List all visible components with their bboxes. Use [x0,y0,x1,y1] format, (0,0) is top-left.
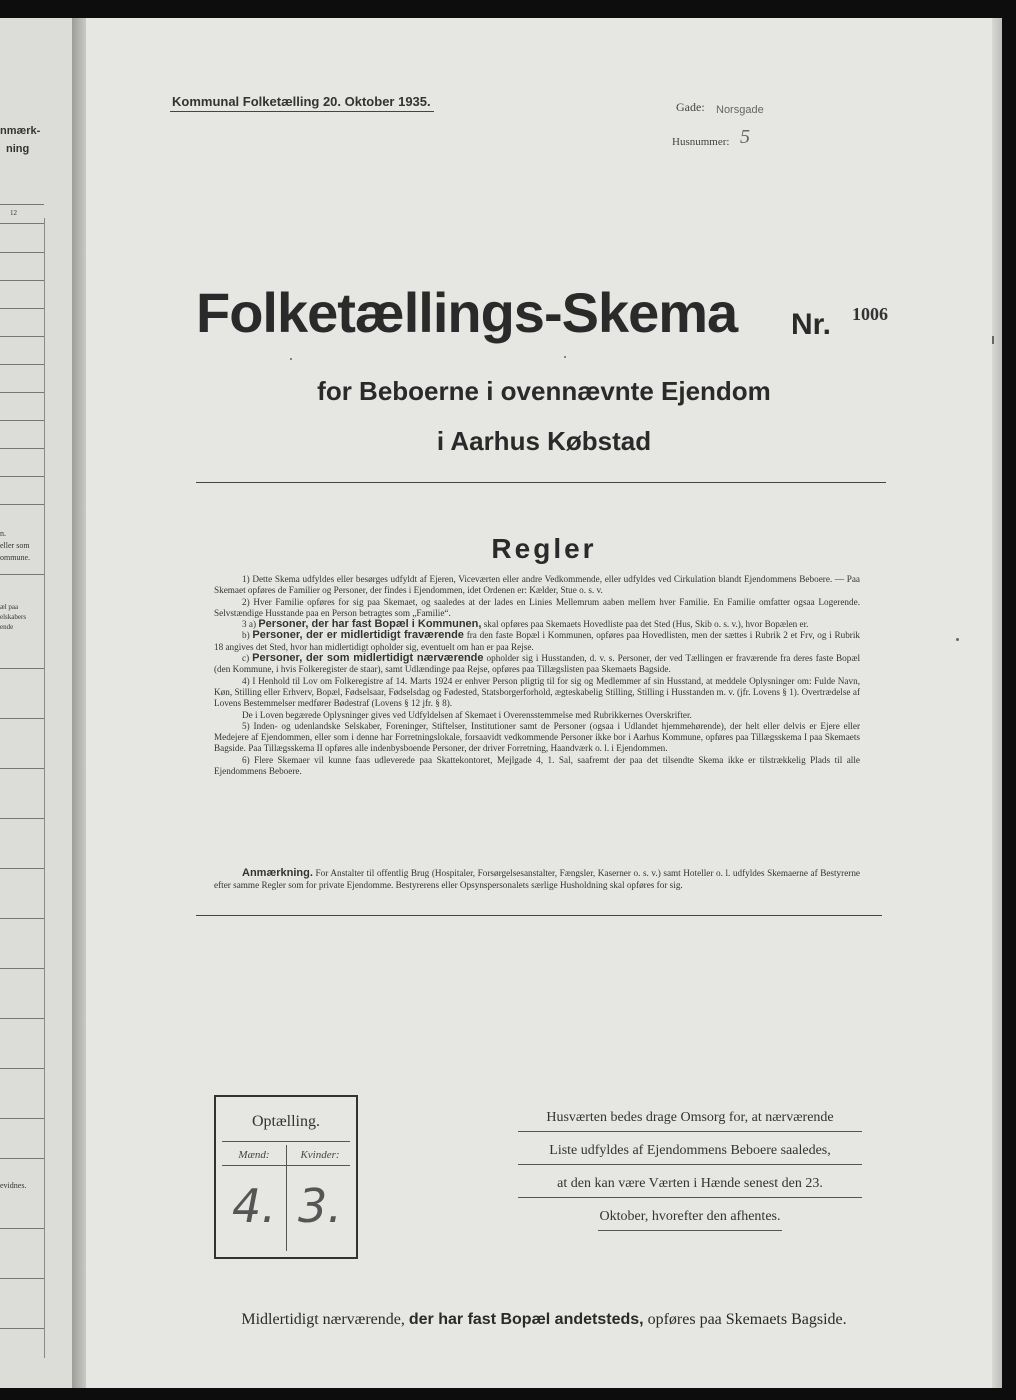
note-line-text: Oktober, hvorefter den afhentes. [599,1209,781,1224]
rule-4: 4) I Henhold til Lov om Folkeregistre af 14. Marts 1924 er enhver Person pligtig til for sig og Medlemmer af sin Husstand, at meddele Oplysninger om: Fulde Navn, Køn, Stilling eller Erhverv, Bopæl, Fødselsaar, Fødselsdag og Fødested, Statsborgerforhold, ægteskabelig Stilling, Stilling i Husstanden m. v. (jfr. Lovens § 1). Overtrædelse af Lovens Bestemmelser medfører Bødestraf (Lovens § 12 jfr. § 8). [214,675,860,709]
left-rule [0,1018,44,1019]
paper-speck [992,336,994,344]
left-rule [0,918,44,919]
footer-text-pre: Midlertidigt nærværende, [241,1311,405,1328]
left-page-text: 12 [10,209,17,217]
paper-speck [290,358,292,360]
form-subtitle-1: for Beboerne i ovennævnte Ejendom [317,376,771,406]
husnummer-value: 5 [740,126,750,148]
rule-3a-emphasis: Personer, der har fast Bopæl i Kommunen, [258,618,482,631]
left-page-text: ning [6,143,30,155]
rule-4b: De i Loven begærede Oplysninger gives ved Udfyldelsen af Skemaet i Overensstemmelse med Rubrikkernes Overskrifter. [242,709,692,720]
left-page-text: evidnes. [0,1181,27,1190]
title-divider [196,482,886,483]
left-page-text: ommune. [0,553,30,562]
form-title: Folketællings-Skema [196,281,738,344]
left-page-text: ende [0,623,14,631]
note-underline [598,1230,782,1231]
left-rule [0,308,44,309]
paper-speck [564,356,566,358]
left-rule [0,252,44,253]
left-rule [0,1118,44,1119]
rule-3c-emphasis: Personer, der som midlertidigt nærværende [252,652,484,665]
form-nr-label: Nr. [791,308,832,341]
rule-3b-emphasis: Personer, der er midlertidigt fraværende [252,629,464,642]
left-rule [0,420,44,421]
left-page-text: nmærk- [0,125,41,137]
husvaert-note-line [518,1209,862,1225]
census-form-page [86,18,1002,1388]
note-underline [518,1164,862,1165]
left-rule [0,768,44,769]
left-rule [0,336,44,337]
page-edge [992,18,1002,1388]
left-rule [0,392,44,393]
rule-3b [214,630,860,653]
rule-5: 5) Inden- og udenlandske Selskaber, Foreninger, Stiftelser, Institutioner samt de Personer (ogsaa i Udlandet hjemmehørende), der helt eller delvis er Ejere eller Medejere af Ejendommen, eller som i denne har Forretningslokale, forsaavidt vedkommende Personer ikke bor i Aarhus Kommune, opføres paa Tillægsskema I paa Skemaets Bagside. Paa Tillægsskema II opføres alle indenbysboende Personer, der driver Forretning, Haandværk o. l. i Ejendommen. [214,720,860,754]
rule-3a-text: skal opføres paa Skemaets Hovedliste paa det Sted (Hus, Skib o. s. v.), hvor Bopælen er. [483,619,809,630]
note-line-text: Husværten bedes drage Omsorg for, at nærværende [546,1110,834,1125]
husvaert-note-line [518,1143,862,1159]
left-rule [0,1228,44,1229]
left-rule [0,574,44,575]
left-rule [0,504,44,505]
note-line-text: Liste udfyldes af Ejendommens Beboere saaledes, [549,1143,831,1158]
left-rule [0,1068,44,1069]
left-rule [0,204,44,205]
kvinder-label: Kvinder: [300,1149,340,1161]
left-page-text: æl paa [0,603,19,611]
rule-2: 2) Hver Familie opføres for sig paa Skemaet, og saaledes at der lades en Linies Mellemrum aaben mellem hver Familie. En Familie omfatter ogsaa Logerende. Selvstændige Husstande paa en Person betragtes som „Familie“. [214,596,860,618]
left-rule [0,1278,44,1279]
form-nr-value: 1006 [852,304,888,324]
left-rule [0,448,44,449]
footer-text-post: opføres paa Skemaets Bagside. [647,1311,847,1328]
header-underline [170,111,434,112]
rule-6: 6) Flere Skemaer vil kunne faas udleverede paa Skattekontoret, Mejlgade 4, 1. Sal, saafremt der paa det tilsendte Skema ikke er tilstrækkelig Plads til alle Ejendommens Beboere. [214,754,860,777]
rules-text [214,574,860,777]
maend-count: 4. [232,1179,276,1233]
left-rule [0,718,44,719]
anmaerkning-text: For Anstalter til offentlig Brug (Hospitaler, Forsørgelsesanstalter, Fængsler, Kaserner o. s. v.) samt Hoteller o. l. udfyldes Skemaerne af Bestyrerne efter samme Regler som for private Ejendomme. Bestyrerens eller Opsynspersonalets særlige Husholdning skal opføres for sig. [214,868,861,890]
left-page-text: eller som [0,541,30,550]
note-underline [518,1197,862,1198]
rule-3c-num: c) [242,653,250,664]
left-rule [0,1158,44,1159]
left-rule [0,668,44,669]
rule-3a-num: 3 a) [242,619,257,630]
book-gutter [72,18,86,1388]
note-underline [518,1131,862,1132]
paper-speck [956,638,959,641]
husnummer-label: Husnummer: [672,136,730,148]
left-rule [0,280,44,281]
anmaerkning-note [214,868,860,891]
left-rule [0,364,44,365]
form-subtitle-2: i Aarhus Købstad [436,426,652,456]
left-rule [0,868,44,869]
census-header: Kommunal Folketælling 20. Oktober 1935. [172,94,431,109]
husvaert-note-line [518,1110,862,1126]
note-line-text: at den kan være Værten i Hænde senest den 23. [557,1176,823,1191]
rule-3c-text: opholder sig i Husstanden, d. v. s. Personer, der ved Tællingen er fraværende fra deres faste Bopæl (den Kommune, i hvis Folkeregister de staar), samt Udlændinge paa Rejse, opføres paa Tillægslisten paa Skemaets Bagside. [214,653,861,675]
box-rule [222,1141,350,1142]
footer-note [86,1311,1002,1329]
anmaerkning-paragraph [214,868,860,891]
box-divider [286,1145,287,1251]
regler-heading: Regler [491,533,597,564]
left-vertical-rule [44,218,45,1358]
left-rule [0,1328,44,1329]
left-rule [0,476,44,477]
footer-text-emphasis: der har fast Bopæl andetsteds, [408,1311,644,1328]
optaelling-box [214,1095,358,1259]
maend-label: Mænd: [238,1149,270,1161]
left-facing-page [0,18,72,1388]
husvaert-note-line [518,1176,862,1192]
left-page-text: n. [0,529,6,538]
rule-3c [214,653,860,676]
rule-3b-num: b) [242,630,250,641]
anmaerkning-label: Anmærkning. [242,867,313,879]
anmaerkning-divider [196,915,882,916]
gade-value: Norsgade [716,104,764,116]
left-page-text: elskabers [0,613,27,621]
left-rule [0,223,44,224]
left-rule [0,818,44,819]
left-rule [0,968,44,969]
rule-3b-text: fra den faste Bopæl i Kommunen, opføres paa Hovedlisten, men der sættes i Rubrik 2 et Frv, og i Rubrik 18 angives det Sted, hvor han midlertidigt opholder sig, eventuelt om han er paa Rejse. [214,630,861,652]
optaelling-title: Optælling. [251,1113,320,1130]
kvinder-count: 3. [298,1179,342,1233]
gade-label: Gade: [676,100,705,114]
rule-1: 1) Dette Skema udfyldes eller besørges udfyldt af Ejeren, Viceværten eller andre Vedkommende, eller udfyldes ved Cirkulation blandt Ejendommens Beboere. — Paa Skemaet opføres de Familier og Personer, der findes i Ejendommen, idet Ordenen er: Kælder, Stue o. s. v. [214,574,860,596]
